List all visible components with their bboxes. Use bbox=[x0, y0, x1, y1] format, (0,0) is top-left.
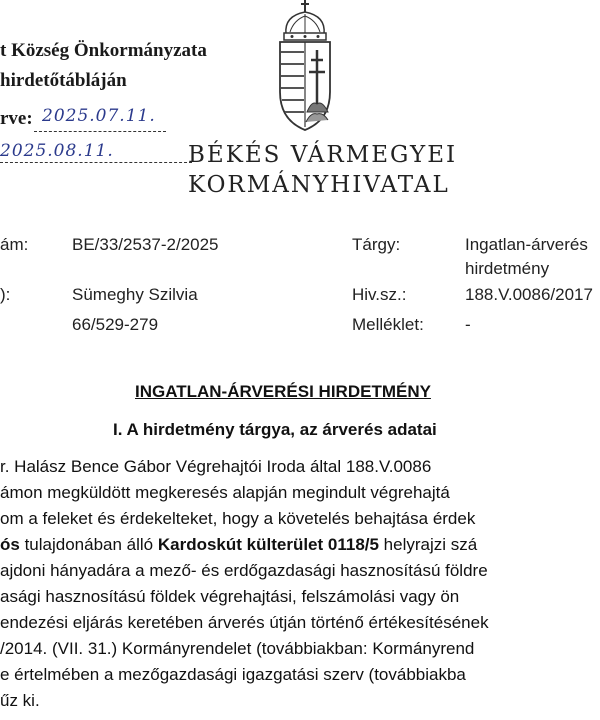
body-text-segment: endezési eljárás keretében árverés útján történő értékesítésének bbox=[0, 613, 489, 632]
body-line bbox=[0, 611, 489, 635]
meta-subject-value-line2: hirdetmény bbox=[465, 259, 550, 278]
stamp-posted-date: 2025.07.11. bbox=[42, 106, 156, 126]
body-text-segment: ámon megküldött megkeresés alapján megindult végrehajtá bbox=[0, 483, 450, 502]
meta-attachment-value: - bbox=[465, 315, 471, 334]
body-text-segment: ajdoni hányadára a mező- és erdőgazdasági hasznosítású földre bbox=[0, 561, 488, 580]
meta-reference-value: 188.V.0086/2017 bbox=[465, 285, 593, 304]
body-text-segment: r. Halász Bence Gábor Végrehajtói Iroda által 188.V.0086 bbox=[0, 457, 432, 476]
section-title: I. A hirdetmény tárgya, az árverés adatai bbox=[113, 420, 437, 439]
body-line bbox=[0, 689, 40, 713]
agency-name-line1: BÉKÉS VÁRMEGYEI bbox=[188, 142, 458, 168]
body-text-segment: tulajdonában álló bbox=[19, 535, 158, 554]
meta-phone-value: 66/529-279 bbox=[72, 315, 159, 334]
stamp-removed-underline bbox=[0, 162, 192, 163]
stamp-line-municipality: t Község Önkormányzata bbox=[0, 40, 207, 61]
meta-officer-value: Sümeghy Szilvia bbox=[72, 285, 198, 304]
body-bold-text: ós bbox=[0, 535, 20, 554]
body-line bbox=[0, 455, 431, 479]
meta-attachment-label: Melléklet: bbox=[352, 315, 424, 334]
meta-case-number-label: ám: bbox=[0, 235, 29, 254]
body-text-segment: e értelmében a mezőgazdasági igazgatási szerv (továbbiakba bbox=[0, 665, 466, 684]
body-line bbox=[0, 637, 474, 661]
body-text bbox=[0, 455, 600, 717]
stamp-line-noticeboard: hirdetőtábláján bbox=[0, 70, 127, 91]
body-text-segment: asági hasznosítású földek végrehajtási, felszámolási vagy ön bbox=[0, 587, 460, 606]
document-title: INGATLAN-ÁRVERÉSI HIRDETMÉNY bbox=[135, 382, 431, 401]
coat-of-arms-emblem bbox=[272, 0, 338, 135]
meta-subject-value-line1: Ingatlan-árverés bbox=[465, 235, 588, 254]
agency-name-line2: KORMÁNYHIVATAL bbox=[188, 172, 450, 198]
stamp-removed-date: 2025.08.11. bbox=[0, 141, 114, 161]
stamp-posted-underline bbox=[34, 131, 166, 132]
body-line bbox=[0, 663, 466, 687]
body-line bbox=[0, 559, 488, 583]
body-line bbox=[0, 481, 450, 505]
body-line bbox=[0, 585, 459, 609]
body-text-segment: űz ki. bbox=[0, 691, 40, 710]
meta-case-number-value: BE/33/2537-2/2025 bbox=[72, 235, 219, 254]
meta-reference-label: Hiv.sz.: bbox=[352, 285, 407, 304]
stamp-line-posted-label: rve: bbox=[0, 108, 33, 129]
body-text-segment: helyrajzi szá bbox=[378, 535, 478, 554]
meta-subject-label: Tárgy: bbox=[352, 235, 401, 254]
body-text-segment: om a feleket és érdekelteket, hogy a követelés behajtása érdek bbox=[0, 509, 476, 528]
body-bold-text: Kardoskút külterület 0118/5 bbox=[157, 535, 379, 554]
body-line bbox=[0, 507, 475, 531]
body-text-segment: /2014. (VII. 31.) Kormányrendelet (továbbiakban: Kormányrend bbox=[0, 639, 475, 658]
body-line bbox=[0, 533, 477, 557]
meta-officer-label: ): bbox=[0, 285, 11, 304]
